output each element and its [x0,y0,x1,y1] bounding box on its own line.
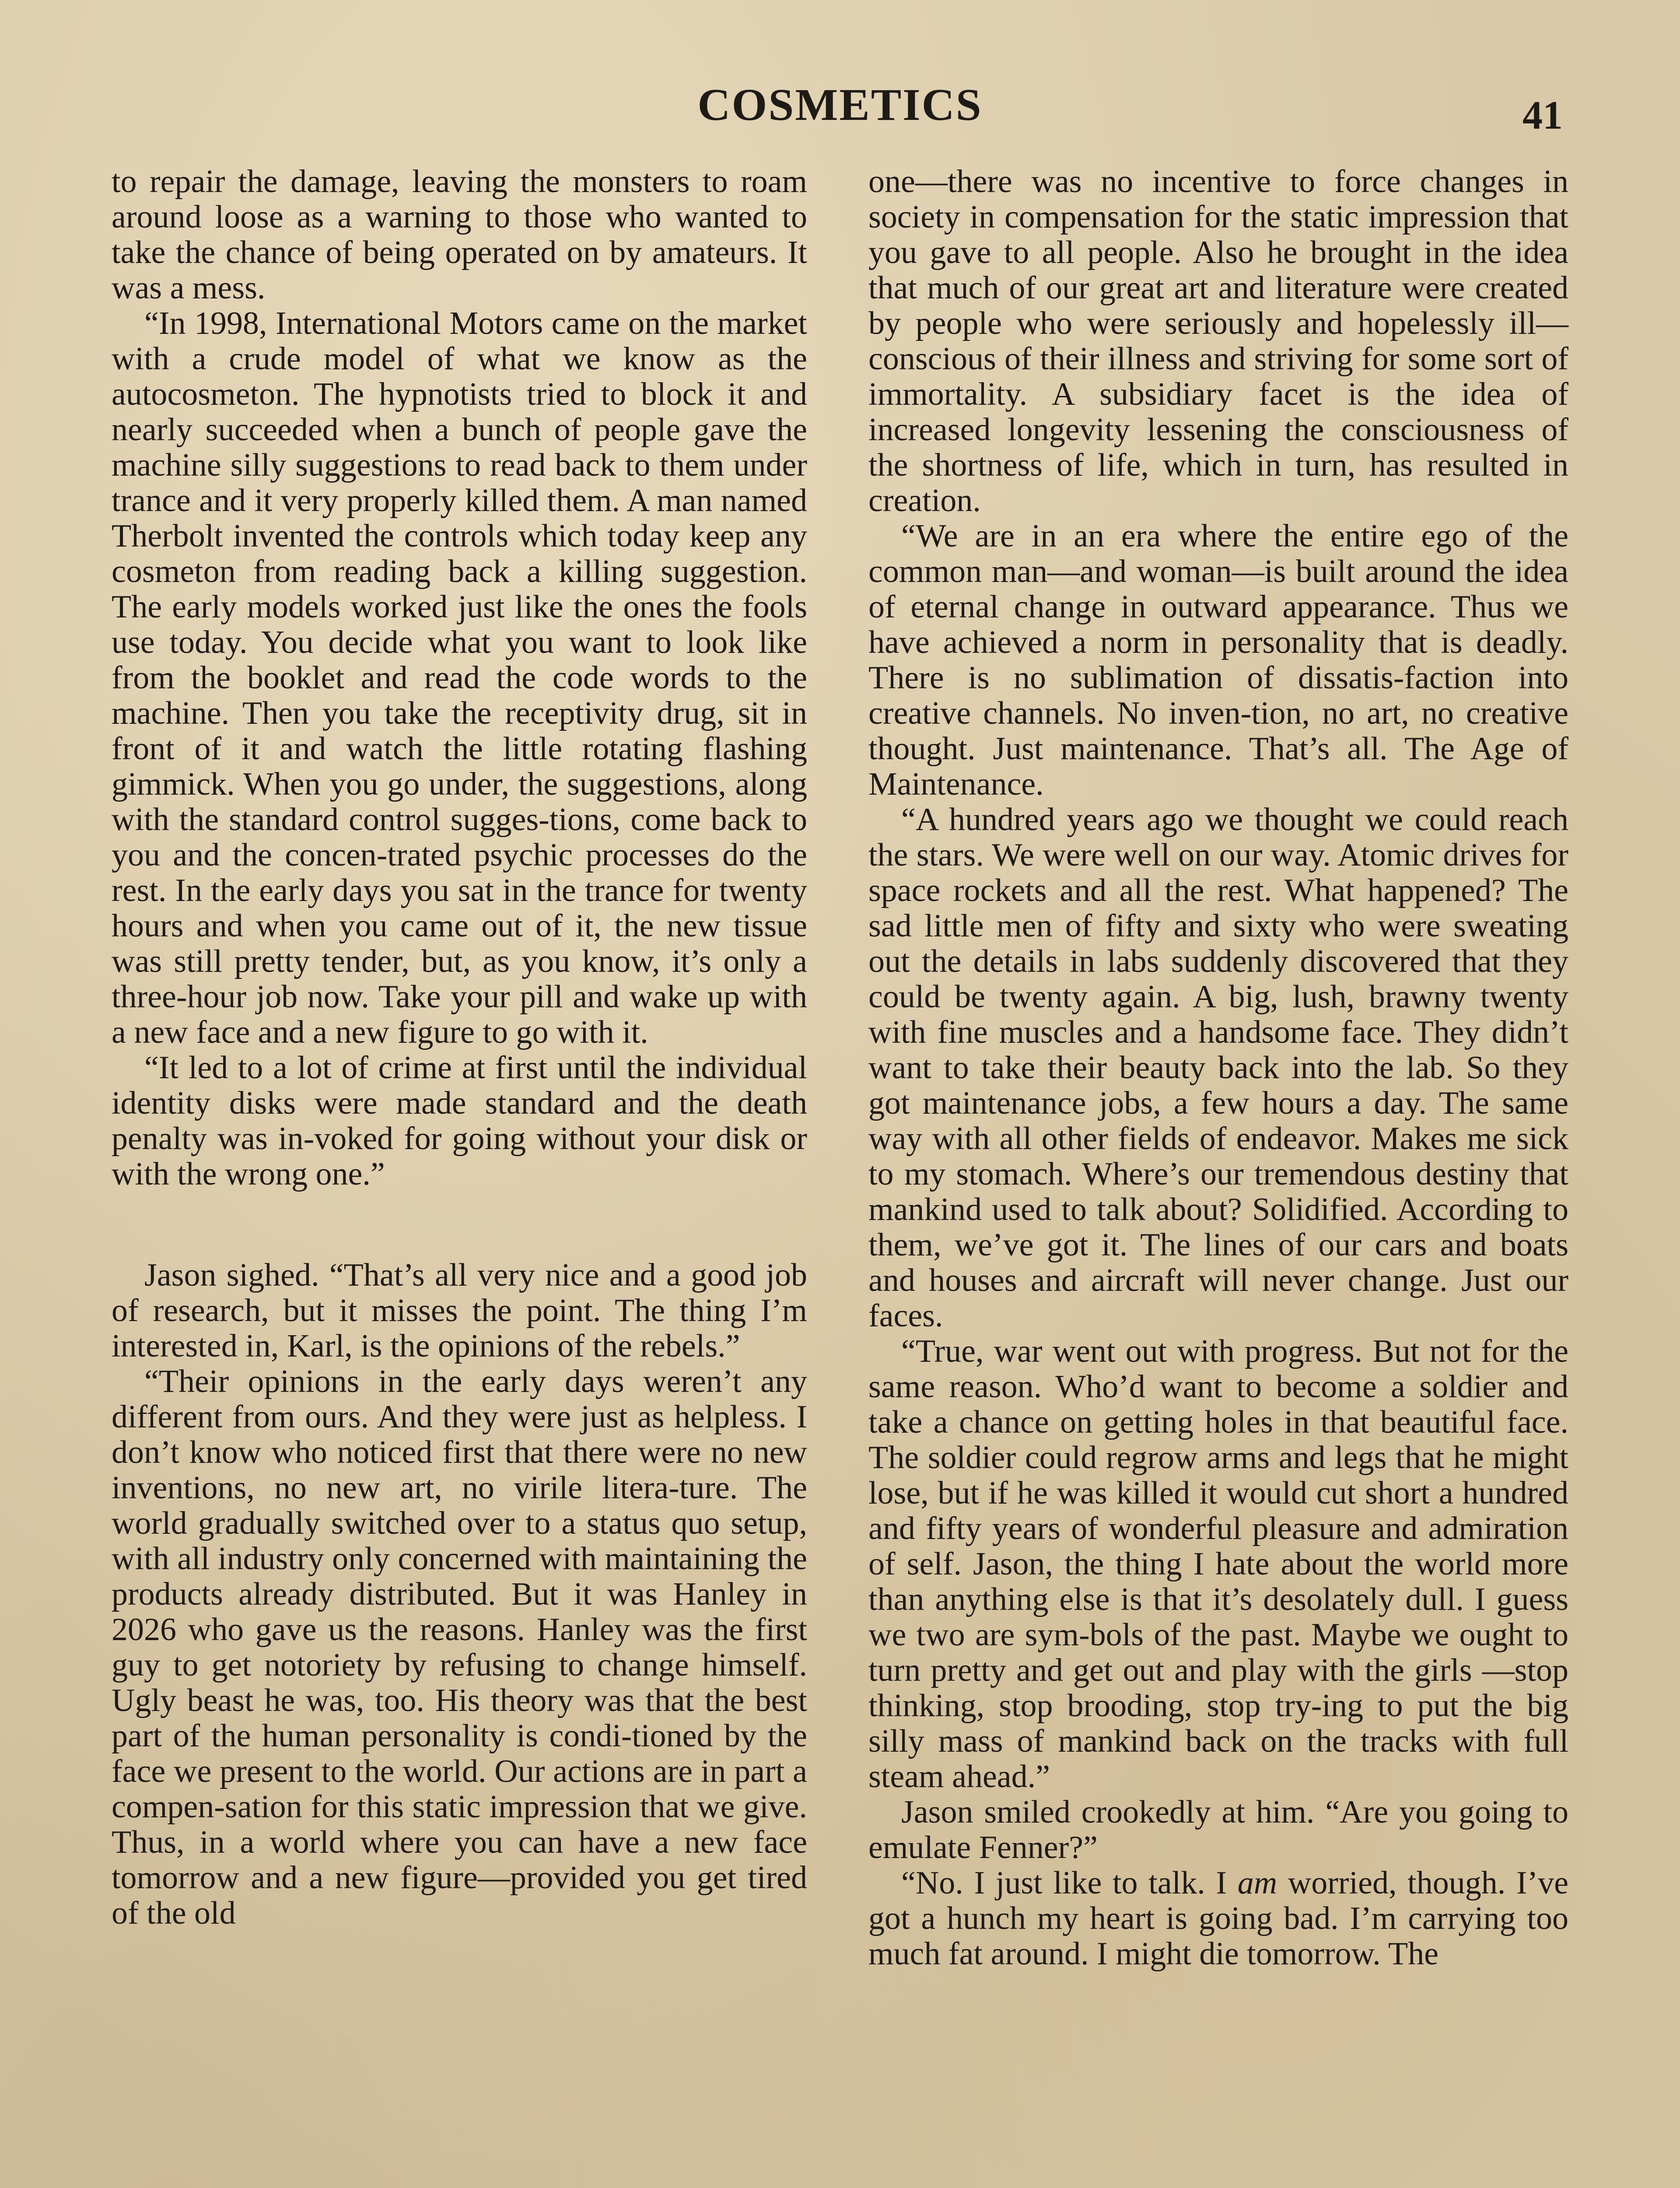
paragraph: “It led to a lot of crime at first until the individual identity disks were made standard and the death penalty was in-voked for going without your disk or with the wrong one.” [112,1050,807,1192]
running-header-title: COSMETICS [697,80,983,130]
paragraph: Jason sighed. “That’s all very nice and a good job of research, but it misses the point. The thing I’m interested in, Karl, is the opinions of the rebels.” [112,1257,807,1364]
paragraph: “True, war went out with progress. But not for the same reason. Who’d want to become a soldier and take a chance on getting holes in that beautiful face. The soldier could regrow arms and legs that he might lose, but if he was killed it would cut short a hundred and fifty years of wonderful pleasure and admiration of self. Jason, the thing I hate about the world more than anything else is that it’s desolately dull. I guess we two are sym-bols of the past. Maybe we ought to turn pretty and get out and play with the girls —stop thinking, stop brooding, stop try-ing to put the big silly mass of mankind back on the tracks with full steam ahead.” [868,1333,1568,1795]
paragraph-last [868,1865,1568,1972]
text-run: “No. I just like to talk. I [901,1865,1238,1901]
text-run: worried, though. I’ve got a hunch my heart is going bad. I’m carrying too much fat around. I might die tomorrow. The [868,1865,1568,1972]
paragraph: “A hundred years ago we thought we could reach the stars. We were well on our way. Atomic drives for space rockets and all the rest. What happened? The sad little men of fifty and sixty who were sweating out the details in labs suddenly discovered that they could be twenty again. A big, lush, brawny twenty with fine muscles and a handsome face. They didn’t want to take their beauty back into the lab. So they got maintenance jobs, a few hours a day. The same way with all other fields of endeavor. Makes me sick to my stomach. Where’s our tremendous destiny that mankind used to talk about? Solidified. According to them, we’ve got it. The lines of our cars and boats and houses and aircraft will never change. Just our faces. [868,802,1568,1334]
paragraph: to repair the damage, leaving the monsters to roam around loose as a warning to those who wanted to take the chance of being operated on by amateurs. It was a mess. [112,164,807,306]
left-text-column [112,164,807,1931]
page-number: 41 [1522,93,1563,137]
paragraph: one—there was no incentive to force changes in society in compensation for the static impression that you gave to all people. Also he brought in the idea that much of our great art and literature were created by people who were seriously and hopelessly ill—conscious of their illness and striving for some sort of immortality. A subsidiary facet is the idea of increased longevity lessening the consciousness of the shortness of life, which in turn, has resulted in creation. [868,164,1568,519]
paragraph: “We are in an era where the entire ego of the common man—and woman—is built around the idea of eternal change in outward appearance. Thus we have achieved a norm in personality that is deadly. There is no sublimation of dissatis-faction into creative channels. No inven-tion, no art, no creative thought. Just maintenance. That’s all. The Age of Maintenance. [868,518,1568,802]
emphasized-word: am [1237,1865,1278,1901]
paragraph: “In 1998, International Motors came on the market with a crude model of what we know as the autocosmeton. The hypnotists tried to block it and nearly succeeded when a bunch of people gave the machine silly suggestions to read back to them under trance and it very properly killed them. A man named Therbolt invented the controls which today keep any cosmeton from reading back a killing suggestion. The early models worked just like the ones the fools use today. You decide what you want to look like from the booklet and read the code words to the machine. Then you take the receptivity drug, sit in front of it and watch the little rotating flashing gimmick. When you go under, the suggestions, along with the standard control sugges-tions, come back to you and the concen-trated psychic processes do the rest. In the early days you sat in the trance for twenty hours and when you came out of it, the new tissue was still pretty tender, but, as you know, it’s only a three-hour job now. Take your pill and wake up with a new face and a new figure to go with it. [112,305,807,1050]
paragraph: Jason smiled crookedly at him. “Are you going to emulate Fenner?” [868,1794,1568,1865]
paragraph: “Their opinions in the early days weren’t any different from ours. And they were just as helpless. I don’t know who noticed first that there were no new inventions, no new art, no virile litera-ture. The world gradually switched over to a status quo setup, with all industry only concerned with maintaining the products already distributed. But it was Hanley in 2026 who gave us the reasons. Hanley was the first guy to get notoriety by refusing to change himself. Ugly beast he was, too. His theory was that the best part of the human personality is condi-tioned by the face we present to the world. Our actions are in part a compen-sation for this static impression that we give. Thus, in a world where you can have a new face tomorrow and a new figure—provided you get tired of the old [112,1364,807,1931]
right-text-column [868,164,1568,1972]
